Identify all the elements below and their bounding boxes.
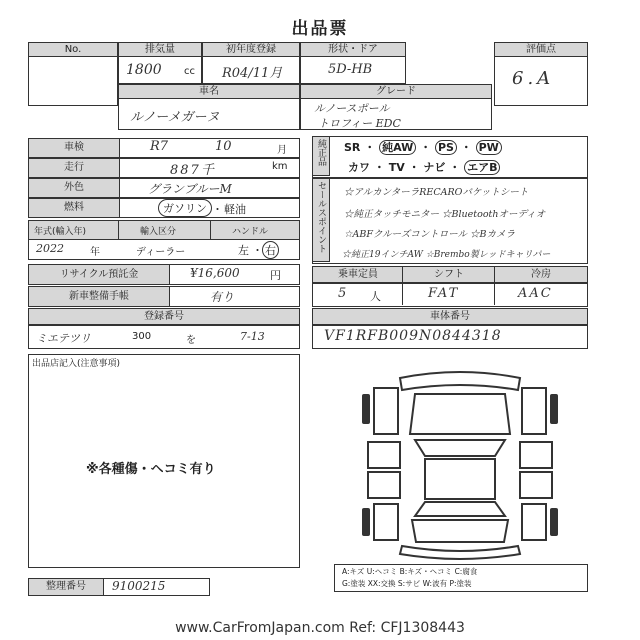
plate-kana: を bbox=[186, 335, 196, 346]
model-label: 形状・ドア bbox=[300, 42, 406, 57]
equip-sr: SR bbox=[344, 141, 361, 154]
capacity-divider-2 bbox=[494, 283, 495, 305]
legend-line-2: G:塗装 XX:交換 S:サビ W:波有 P:塗装 bbox=[342, 579, 472, 588]
shift-label: シフト bbox=[402, 266, 496, 283]
equip-leather: カワ bbox=[348, 161, 370, 174]
handle-separator: ・ bbox=[252, 244, 263, 257]
manual-label: 新車整備手帳 bbox=[28, 286, 170, 307]
inspection-value: R7 bbox=[150, 139, 169, 154]
left-front-fender bbox=[374, 388, 398, 434]
year-value: 2022 bbox=[36, 242, 64, 255]
recycle-value: ¥16,600 bbox=[190, 266, 240, 280]
handle-left: 左 bbox=[238, 244, 249, 257]
notes-label: 出品店記入(注意事項) bbox=[32, 359, 121, 369]
color-value: グランブルーM bbox=[148, 182, 232, 196]
first-reg-value: R04/11月 bbox=[222, 66, 283, 81]
sales-point-4: ☆純正19インチAW ☆Brembo製レッドキャリパー bbox=[342, 250, 551, 260]
mileage-label: 走行 bbox=[28, 158, 120, 178]
inspection-label: 車検 bbox=[28, 138, 120, 158]
equipment-row-1 bbox=[344, 139, 502, 155]
capacity-unit: 人 bbox=[370, 290, 381, 303]
capacity-divider-1 bbox=[402, 283, 403, 305]
inspection-unit: 月 bbox=[277, 145, 287, 156]
car-diagram bbox=[360, 364, 560, 560]
equip-sep: ・ bbox=[449, 161, 461, 174]
right-rear-wheel bbox=[550, 508, 558, 536]
equip-airbag-circled: エアB bbox=[464, 160, 500, 175]
ac-value: AAC bbox=[518, 286, 553, 301]
equipment-side-text: 純正品 bbox=[316, 139, 326, 166]
ac-label: 冷房 bbox=[494, 266, 588, 283]
left-rear-door bbox=[368, 472, 400, 498]
chassis-label: 車体番号 bbox=[312, 308, 588, 325]
equipment-row-2 bbox=[348, 159, 500, 175]
sales-points-side-label bbox=[312, 178, 330, 262]
right-rear-fender bbox=[522, 504, 546, 540]
handle-right-circled: 右 bbox=[262, 241, 279, 259]
plate-label: 登録番号 bbox=[28, 308, 300, 325]
mileage-unit: km bbox=[272, 161, 288, 172]
year-unit: 年 bbox=[90, 247, 100, 258]
management-label: 整理番号 bbox=[28, 578, 104, 596]
trunk bbox=[412, 520, 508, 542]
car-name-value: ルノーメガーヌ bbox=[130, 110, 220, 125]
sales-points-side-text: セールスポイント bbox=[316, 181, 326, 253]
grade-value-2: トロフィー EDC bbox=[318, 117, 401, 130]
fuel-value-gasoline: ガソリン bbox=[158, 199, 212, 217]
equip-ps-circled: PS bbox=[435, 140, 457, 155]
fuel-separator: ・ bbox=[212, 203, 223, 216]
sales-point-1: ☆アルカンターラRECAROバケットシート bbox=[344, 187, 529, 198]
right-front-wheel bbox=[550, 394, 558, 424]
right-front-door bbox=[520, 442, 552, 468]
management-value: 9100215 bbox=[112, 579, 166, 593]
displacement-value: 1800 bbox=[126, 62, 162, 78]
equip-navi: ナビ bbox=[423, 161, 446, 174]
fuel-label: 燃料 bbox=[28, 198, 120, 218]
color-label: 外色 bbox=[28, 178, 120, 198]
page-title: 出品票 bbox=[291, 19, 349, 39]
plate-class: 300 bbox=[132, 331, 152, 342]
first-reg-label: 初年度登録 bbox=[202, 42, 300, 57]
right-rear-door bbox=[520, 472, 552, 498]
equip-sep: ・ bbox=[460, 141, 472, 154]
windshield bbox=[415, 440, 505, 456]
score-value: 6.A bbox=[512, 68, 555, 89]
footer-watermark: www.CarFromJapan.com Ref: CFJ1308443 bbox=[175, 620, 465, 636]
equip-tv: TV bbox=[388, 161, 405, 174]
left-rear-wheel bbox=[362, 508, 370, 536]
sales-point-3: ☆ABFクルーズコントロール ☆Bカメラ bbox=[344, 229, 516, 240]
legend-line-1: A:キズ U:ヘコミ B:キズ・ヘコミ C:腐食 bbox=[342, 567, 478, 576]
import-label: 輸入区分 bbox=[140, 227, 177, 237]
capacity-value: 5 bbox=[338, 286, 347, 301]
displacement-unit: cc bbox=[184, 66, 195, 77]
shift-value: FAT bbox=[428, 286, 460, 301]
chassis-value: VF1RFB009N0844318 bbox=[324, 328, 502, 344]
rear-window bbox=[415, 502, 505, 516]
import-value: ディーラー bbox=[136, 247, 186, 258]
year-label: 年式(輸入年) bbox=[34, 227, 87, 237]
equip-aw-circled: 純AW bbox=[379, 140, 416, 155]
plate-number: 7-13 bbox=[240, 330, 265, 343]
model-value: 5D-HB bbox=[328, 62, 373, 77]
front-bumper bbox=[400, 372, 520, 390]
equipment-side-label bbox=[312, 136, 330, 176]
grade-value-1: ルノースポール bbox=[314, 102, 390, 115]
equip-sep: ・ bbox=[364, 141, 376, 154]
no-label: No. bbox=[28, 42, 118, 57]
notes-text: ※各種傷・ヘコミ有り bbox=[86, 462, 216, 477]
handle-label: ハンドル bbox=[232, 227, 269, 237]
left-rear-fender bbox=[374, 504, 398, 540]
left-front-door bbox=[368, 442, 400, 468]
equip-pw-circled: PW bbox=[476, 140, 502, 155]
grade-label: グレード bbox=[300, 84, 492, 99]
hood bbox=[410, 394, 510, 434]
sales-point-2: ☆純正タッチモニター ☆Bluetoothオーディオ bbox=[344, 209, 546, 220]
car-name-label: 車名 bbox=[118, 84, 300, 99]
equip-sep: ・ bbox=[420, 141, 432, 154]
capacity-label: 乗車定員 bbox=[312, 266, 404, 283]
inspection-month: 10 bbox=[215, 139, 232, 154]
rear-bumper bbox=[400, 546, 520, 559]
fuel-value-diesel: 軽油 bbox=[224, 203, 246, 216]
right-front-fender bbox=[522, 388, 546, 434]
manual-value: 有り bbox=[210, 290, 235, 304]
recycle-label: リサイクル預託金 bbox=[28, 264, 170, 285]
left-front-wheel bbox=[362, 394, 370, 424]
score-label: 評価点 bbox=[494, 42, 588, 57]
roof bbox=[425, 459, 495, 499]
recycle-unit: 円 bbox=[270, 269, 281, 282]
plate-area: ミエテツリ bbox=[36, 332, 91, 345]
equip-sep: ・ bbox=[408, 161, 420, 174]
displacement-label: 排気量 bbox=[118, 42, 202, 57]
mileage-value: 887千 bbox=[170, 163, 216, 178]
equip-sep: ・ bbox=[373, 161, 385, 174]
